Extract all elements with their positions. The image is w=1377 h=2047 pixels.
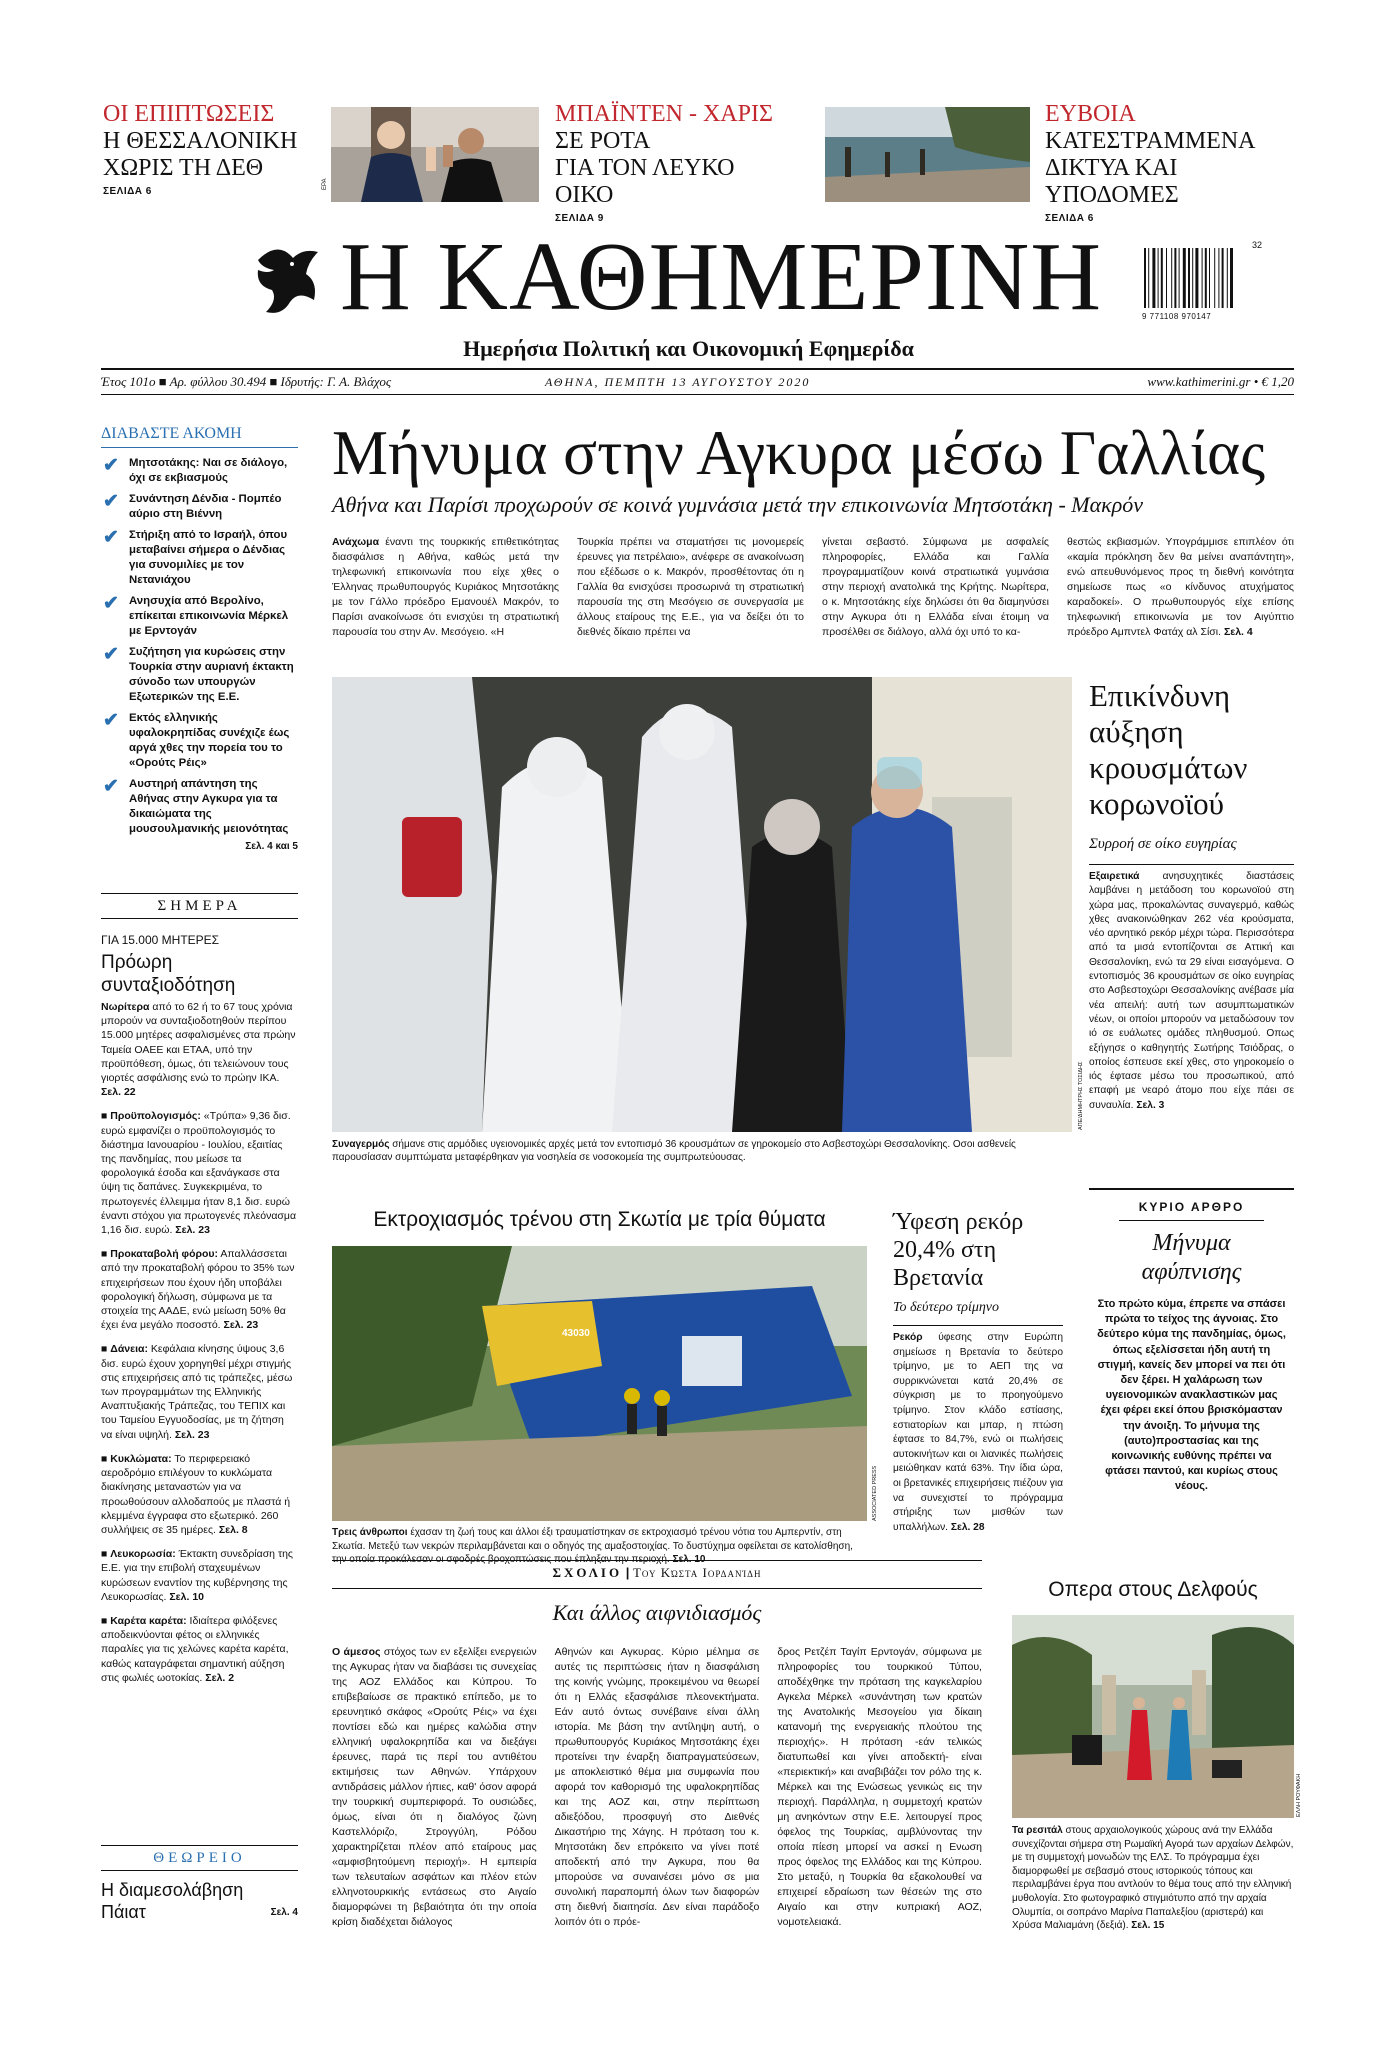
body-column: Αθηνών και Αγκυρας. Κύριο μέλημα σε αυτές τις περιπτώσεις ήταν η διασφάλιση της κοινής γνώμης, προκειμένου να θεωρεί ότι η Ελλάς εξασφάλισε πλεονεκτήματα. Εάν αυτό όντως συνέβαινε είναι άλλη ιστορία. Με βάση την αντίληψη αυτή, ο πρωθυπουργός Κυριάκος Μητσοτάκης έχει προτείνει την έναρξη διαπραγματεύσεων, με αποκλειστικό θέμα μια συμφωνία που αφορά τον καθορισμό της υφαλοκρηπίδας και της ΑΟΖ και, στην περίπτωση αδιεξόδου, προσφυγή στο Διεθνές Δικαστήριο της Χάγης. Η πρόταση του κ. Μητσοτάκη δεν επρόκειτο να γίνει ποτέ αποδεκτή από την Αγκυρα, που θα μπορούσε να συναινέσει μόνο σε μια συνολική παραπομπή όλων των διαφορών στη διεθνή διαιτησία. Δεν είναι παράδοξο λοιπόν ότι ο πρόε- bbox=[554, 1646, 760, 1928]
dateline-rule-bottom bbox=[101, 394, 1294, 395]
read-more-page: Σελ. 4 και 5 bbox=[245, 841, 298, 852]
read-more-item[interactable] bbox=[101, 711, 298, 771]
train-headline: Εκτροχιασμός τρένου στη Σκωτία με τρία θύματα bbox=[373, 1208, 826, 1231]
teaser-title-line2: ΔΙΚΤΥΑ ΚΑΙ ΥΠΟΔΟΜΕΣ bbox=[1045, 155, 1179, 208]
bullet-lead: Προϋπολογισμός: bbox=[110, 1110, 201, 1123]
news-bullet[interactable] bbox=[101, 1342, 298, 1441]
bullet-lead: Λευκορωσία: bbox=[110, 1548, 176, 1561]
covid-body: Εξαιρετικά ανησυχητικές διαστάσεις λαμβάνει η μετάδοση του κορωνοϊού στη χώρα μας, προκαλώντας συναγερμό, καθώς χθες ανακοινώθηκαν 262 νέα κρούσματα, νέο αρνητικό ρεκόρ μέχρι τώρα. Περισσότερα από τα μισά εντοπίζονται σε Αττική και Θεσσαλονίκη, ενώ τα 29 είναι εισαγόμενα. Ο εντοπισμός 36 κρουσμάτων σε οίκο ευγηρίας στο Ασβεστοχώρι Θεσσαλονίκης ανέβασε μία νέα απειλή: αυτή των ασυμπτωματικών νέων, οι οποίοι μπορούν να μεταδώσουν τον ιό σε ευάλωτες ομάδες πληθυσμού. Οπως εξήγησε ο καθηγητής Σωτήρης Τσιόδρας, ο οποίος έσπευσε εκεί χθες, στο γηροκομείο ο ιός έφτασε μέσω του προσωπικού, από επαφή με νεαρό άτομο που είχε πάει σε συναυλία. Σελ. 3 bbox=[1089, 871, 1294, 1111]
covid-photo[interactable] bbox=[332, 677, 1072, 1132]
read-more-item-text: Συζήτηση για κυρώσεις στην Τουρκία στην αυριανή έκτακτη σύνοδο των υπουργών Εξωτερικών της Ε.Ε. bbox=[129, 646, 294, 703]
lead-deck: Αθήνα και Παρίσι προχωρούν σε κοινά γυμνάσια μετά την επικοινωνία Μητσοτάκη - Μακρόν bbox=[332, 492, 1144, 517]
bullet-icon: ■ bbox=[101, 1110, 111, 1123]
bullet-page: Σελ. 2 bbox=[205, 1671, 235, 1684]
teaser-biden-harris[interactable] bbox=[555, 101, 785, 224]
comment-header: ΣΧΟΛΙΟ | Του Κώστα Ιορδανίδη bbox=[552, 1565, 762, 1580]
teaser-kicker: ΜΠΑΪΝΤΕΝ - ΧΑΡΙΣ bbox=[555, 101, 773, 127]
teaser-photo-credit: EPA bbox=[322, 178, 328, 190]
teaser-title-line2: ΓΙΑ ΤΟΝ ΛΕΥΚΟ ΟΙΚΟ bbox=[555, 155, 735, 208]
read-more-list bbox=[101, 456, 298, 837]
today-body: Νωρίτερα από το 62 ή το 67 τους χρόνια μπορούν να συνταξιοδοτηθούν περίπου 15.000 μητέρες ασφαλισμένες στα πρώην Ταμεία ΟΑΕΕ και ΕΤΑΑ, υπό την προϋπόθεση, όμως, ότι τελειώνουν τους γιορτές ασφάλισης ενώ το πρώην ΙΚΑ. Σελ. 22 bbox=[101, 1001, 296, 1099]
opera-caption: Τα ρεσιτάλ στους αρχαιολογικούς χώρους ανά την Ελλάδα συνεχίζονται σήμερα στη Ρωμαϊκή Αγορά των αρχαίων Δελφών, με τη συμμετοχή μονωδών της ΕΛΣ. Το πρόγραμμα έχει διαμορφωθεί με σεβασμό στους ιστορικούς τόπους και περιλαμβάνει έργα που αντλούν το θέμα τους από την ελληνική μυθολογία. Στο φωτογραφικό στιγμιότυπο από την αρχαία Ολυμπία, οι σοπράνο Μαρίνα Παπαλεξίου (αριστερά) και Χρύσα Μαλιαμάνη (δεξιά). Σελ. 15 bbox=[1012, 1825, 1294, 1932]
bullet-page: Σελ. 23 bbox=[223, 1319, 259, 1332]
editorial-title: Μήνυμα αφύπνισης bbox=[1141, 1230, 1242, 1285]
today-title: ΣΗΜΕΡΑ bbox=[157, 898, 242, 914]
check-icon: ✔ bbox=[103, 527, 119, 548]
read-more-item[interactable] bbox=[101, 645, 298, 705]
read-more-title: ΔΙΑΒΑΣΤΕ ΑΚΟΜΗ bbox=[101, 425, 298, 448]
bullet-icon: ■ bbox=[101, 1248, 111, 1261]
body-column: δρος Ρετζέπ Ταγίπ Ερντογάν, σύμφωνα με πληροφορίες του τουρκικού Τύπου, αποδέχθηκε την πρόταση της καγκελαρίου Αγκελα Μέρκελ «συνάντηση των κρατών της Ανατολικής Μεσογείου για δίκαιη κατανομή της ενεργειακής πλούτου της περιοχής». Η πρόταση -εάν τελικώς διατυπωθεί και γίνει αποδεκτή- είναι «περιεκτική» και αναβιβάζει τον ρόλο της κ. Μέρκελ και της Ενώσεως γενικώς εις την περιοχή. Παράλληλα, η συμμετοχή κρατών μη ανηκόντων στην Ε.Ε. λειτουργεί προς όφελος της Τουρκίας, αμβλύνοντας την οποία πίεση μπορεί να ασκεί η Ενωση προς όφελος της Ελλάδος και της Κύπρου. Στο μεταξύ, η Τουρκία θα εξακολουθεί να επιχειρεί εδραίωση των θέσεών της στο Αιγαίο και στην κυπριακή ΑΟΖ, νομοτελειακά. bbox=[777, 1646, 982, 1928]
theorio-title: ΘΕΩΡΕΙΟ bbox=[153, 1850, 246, 1866]
body-column: θεστώς εκβιασμών. Υπογράμμισε επιπλέον ότι «καμία πρόκληση δεν θα μείνει αναπάντητη», ενώ απευθυνόμενος προς τη διεθνή κοινότητα σημείωσε πως «ο κίνδυνος ατυχήματος καραδοκεί». Ο πρωθυπουργός είχε επίσης τηλεφωνική επικοινωνία με τον Αιγύπτιο πρόεδρο Αμπντελ Φατάχ αλ Σίσι. Σελ. 4 bbox=[1067, 536, 1294, 638]
dateline-left: Έτος 101ο ■ Αρ. φύλλου 30.494 ■ Ιδρυτής: Γ. Α. Βλάχος bbox=[101, 374, 392, 389]
bullet-text: «Τρύπα» 9,36 δισ. ευρώ εμφανίζει ο προϋπολογισμός το διάστημα Ιανουαρίου - Ιουλίου, εξαιτίας της πανδημίας, που μείωσε τα φορολογικά έσοδα και εξανάγκασε στα ύψη τις δαπάνες. Συγκεκριμένα, το πρωτογενές έλλειμμα ήταν 8,1 δισ. ευρώ έναντι στόχου για πρωτογενές πλεόνασμα 1,16 δισ. ευρώ. bbox=[101, 1110, 297, 1237]
today-kicker: ΓΙΑ 15.000 ΜΗΤΕΡΕΣ bbox=[101, 933, 220, 947]
today-headline: Πρόωρη συνταξιοδότηση bbox=[101, 952, 236, 996]
bullet-text: Κεφάλαια κίνησης ύψους 3,6 δισ. ευρώ έχουν χορηγηθεί μέχρι στιγμής στις επιχειρήσεις από τις τράπεζες, μέσω των προγραμμάτων της Ελληνικής Αναπτυξιακής Τράπεζας, του ΤΕΠΙΧ και του Ταμείου Εγγυοδοσίας, με τη ζήτηση να είναι υψηλή. bbox=[101, 1343, 293, 1441]
check-icon: ✔ bbox=[103, 491, 119, 512]
train-photo-credit: ASSOCIATED PRESS bbox=[872, 1465, 878, 1521]
read-more-item-text: Μητσοτάκης: Ναι σε διάλογο, όχι σε εκβιασμούς bbox=[129, 457, 288, 484]
news-bullet[interactable] bbox=[101, 1614, 298, 1685]
news-bullet[interactable] bbox=[101, 1247, 298, 1332]
theorio-text: Η διαμεσολάβηση Πάιατ bbox=[101, 1880, 244, 1922]
bullet-icon: ■ bbox=[101, 1614, 111, 1627]
bullet-page: Σελ. 23 bbox=[174, 1428, 210, 1441]
bullet-lead: Προκαταβολή φόρου: bbox=[110, 1248, 219, 1261]
train-photo[interactable] bbox=[332, 1246, 867, 1521]
covid-deck: Συρροή σε οίκο ευγηρίας bbox=[1089, 836, 1237, 852]
opera-photo-credit: ΕΛΛΗ ΡΟΥΦΑΚΗ bbox=[1296, 1773, 1302, 1817]
comment-label: ΣΧΟΛΙΟ bbox=[552, 1565, 623, 1580]
body-column: γίνεται σεβαστό. Σύμφωνα με ασφαλείς πληροφορίες, Ελλάδα και Γαλλία προγραμματίζουν κοινά στρατιωτικά γυμνάσια στην περιοχή ανατολικά της Κρήτης. Νωρίτερα, ο κ. Μητσοτάκης είχε δηλώσει ότι θα διαμηνύσει στην Αγκυρα ότι η Ελλάδα είναι έτοιμη να προσέλθει σε διάλογο, αλλά όχι υπό το κα- bbox=[822, 536, 1049, 638]
covid-photo-caption: Συναγερμός σήμανε στις αρμόδιες υγειονομικές αρχές μετά τον εντοπισμό 36 κρουσμάτων σε γηροκομείο στο Ασβεστοχώρι Θεσσαλονίκης. Οσοι ασθενείς παρουσίασαν συμπτώματα μεταφέρθηκαν για νοσηλεία σε νοσοκομεία της συμπρωτεύουσας. bbox=[332, 1139, 1016, 1163]
teaser-photo-evia[interactable] bbox=[825, 107, 1030, 202]
bullet-icon: ■ bbox=[101, 1343, 111, 1356]
teaser-kicker: ΟΙ ΕΠΙΠΤΩΣΕΙΣ bbox=[103, 101, 275, 127]
train-number: 43030 bbox=[562, 1328, 590, 1339]
teaser-kicker: ΕΥΒΟΙΑ bbox=[1045, 101, 1136, 127]
body-column: Ο άμεσος στόχος των εν εξελίξει ενεργειών της Αγκυρας ήταν να διαβάσει τις συνεχείας της ΑΟΖ Ελλάδος και Κύπρου. Το επιβεβαίωσε σε πρακτικό επίπεδο, με το ερευνητικό σκάφος «Ορούτς Ρέις» να έχει ποντίσει εδώ και ημέρες καλώδια στην ελληνική υφαλοκρηπίδα και να διεξάγει έρευνες, παρά τις περί του αντιθέτου εκτιμήσεις των Αθηνών. Υπάρχουν αντιδράσεις μάλλον ήπιες, καθ' όσον αφορά την τουρκική συμπεριφορά. Το ουσιώδες, όμως, είναι ότι η διαλόγος ζώνη Καστελλόριζο, Στρογγύλη, Ρόδου χαρακτηρίζεται πλέον από εταίρους μας «αμφισβητούμενη περιοχή». Η εμπειρία των τελευταίων ασφάτων και πλέον ετών ελληνοτουρκικής εντάσεως στο Αιγαίο διαμορφώνει τη βεβαιότητα ότι την οποία κρίση διαδέχεται διάλογος bbox=[332, 1646, 537, 1928]
bullet-page: Σελ. 8 bbox=[218, 1523, 248, 1536]
bullet-lead: Κυκλώματα: bbox=[110, 1452, 172, 1465]
dateline-center: ΑΘΗΝΑ, ΠΕΜΠΤΗ 13 ΑΥΓΟΥΣΤΟΥ 2020 bbox=[545, 375, 811, 389]
comment-body bbox=[332, 1645, 982, 1945]
body-column: Ανάχωμα έναντι της τουρκικής επιθετικότητας διασφάλισε η Αθήνα, καθώς μετά την τηλεφωνική επικοινωνία που είχε χθες ο Έλληνας πρωθυπουργός Κυριάκος Μητσοτάκης με τον Γάλλο πρόεδρο Εμανουέλ Μακρόν, το Παρίσι ανακοίνωσε ότι ενισχύει τη στρατιωτική παρουσία του στην Αν. Μεσόγειο. «Η bbox=[332, 536, 559, 638]
teaser-evia[interactable] bbox=[1045, 101, 1305, 224]
bullet-page: Σελ. 10 bbox=[169, 1590, 204, 1603]
bullet-text: Έκτακτη συνεδρίαση της Ε.Ε. για την επιβολή σταχευμένων κυρώσεων εναντίον της κυβέρνησης της Λευκορωσίας. bbox=[101, 1548, 293, 1603]
dateline-right: www.kathimerini.gr • € 1,20 bbox=[1147, 374, 1294, 389]
bullet-text: Ιδιαίτερα φιλόξενες αποδεικνύονται φέτος οι ελληνικές παραλίες για τις χελώνες καρέτα καρέτα, καθώς καταγράφεται σημαντική αύξηση στις φωλιές ωοτοκίας. bbox=[101, 1614, 289, 1684]
read-more-item[interactable] bbox=[101, 492, 298, 522]
teaser-title-line1: ΚΑΤΕΣΤΡΑΜΜΕΝΑ bbox=[1045, 128, 1256, 154]
barcode bbox=[1142, 240, 1262, 335]
masthead-title: Η ΚΑΘΗΜΕΡΙΝΗ bbox=[340, 223, 1103, 331]
masthead-subtitle: Ημερήσια Πολιτική και Οικονομική Εφημερίδα bbox=[463, 336, 914, 361]
news-bullet[interactable] bbox=[101, 1109, 298, 1237]
check-icon: ✔ bbox=[103, 455, 119, 476]
bullet-icon: ■ bbox=[101, 1452, 111, 1465]
teaser-title-line1: Η ΘΕΣΣΑΛΟΝΙΚΗ bbox=[103, 128, 298, 154]
bullet-text: Απαλλάσσεται από την προκαταβολή φόρου το 35% των επιχειρήσεων που έχουν ήδη υποβάλει φορολογική δήλωση, σύμφωνα με τα στοιχεία της ΑΑΔΕ, ενώ μείωση 50% θα έχει ένα μεγάλο ποσοστό. bbox=[101, 1248, 295, 1332]
comment-title: Και άλλος αιφνιδιασμός bbox=[552, 1600, 762, 1625]
read-more-item[interactable] bbox=[101, 456, 298, 486]
read-more-box bbox=[101, 425, 298, 852]
teaser-title-line1: ΣΕ ΡΟΤΑ bbox=[555, 128, 651, 154]
theorio-page: Σελ. 4 bbox=[270, 1907, 298, 1918]
check-icon: ✔ bbox=[103, 776, 119, 797]
uk-headline: Ύφεση ρεκόρ 20,4% στη Βρετανία bbox=[893, 1209, 1024, 1291]
barcode-top: 32 bbox=[1251, 240, 1262, 250]
read-more-item[interactable] bbox=[101, 777, 298, 837]
covid-headline: Επικίνδυνη αύξηση κρουσμάτων κορωνοϊού bbox=[1089, 678, 1248, 821]
check-icon: ✔ bbox=[103, 593, 119, 614]
dateline-rule-top bbox=[101, 368, 1294, 370]
today-box bbox=[101, 893, 298, 1695]
comment-author: Του Κώστα Ιορδανίδη bbox=[632, 1565, 762, 1580]
check-icon: ✔ bbox=[103, 710, 119, 731]
uk-deck: Το δεύτερο τρίμηνο bbox=[893, 1300, 1000, 1315]
lead-body bbox=[332, 535, 1294, 638]
lead-headline: Μήνυμα στην Αγκυρα μέσω Γαλλίας bbox=[332, 418, 1266, 488]
teaser-photo-biden-harris[interactable] bbox=[331, 107, 539, 202]
read-more-item[interactable] bbox=[101, 594, 298, 639]
train-caption: Τρεις άνθρωποι έχασαν τη ζωή τους και άλλοι έξι τραυματίστηκαν σε εκτροχιασμό τρένου νότια του Αμπερντίν, στη Σκωτία. Μετεξύ των νεκρών περιλαμβάνεται και ο οδηγός της αμαξοστοιχίας. Το δυστύχημα οφείλεται σε κατολίσθηση, bbox=[332, 1527, 853, 1552]
opera-headline: Οπερα στους Δελφούς bbox=[1048, 1578, 1258, 1601]
teaser-page: ΣΕΛΙΔΑ 6 bbox=[103, 186, 152, 197]
read-more-item-text: Συνάντηση Δένδια - Πομπέο αύριο στη Βιέννη bbox=[129, 493, 282, 520]
teaser-page: ΣΕΛΙΔΑ 6 bbox=[1045, 213, 1094, 224]
read-more-item-text: Ανησυχία από Βερολίνο, επίκειται επικοινωνία Μέρκελ με Ερντογάν bbox=[129, 595, 289, 637]
griffin-logo-icon bbox=[248, 240, 328, 318]
teaser-title-line2: ΧΩΡΙΣ ΤΗ ΔΕΘ bbox=[103, 155, 264, 181]
read-more-item-text: Αυστηρή απάντηση της Αθήνας στην Αγκυρα για τα δικαιώματα της μουσουλμανικής μειονότητας bbox=[129, 778, 289, 835]
read-more-item-text: Εκτός ελληνικής υφαλοκρηπίδας συνέχιζε έως αργά χθες την πορεία του το «Ορούτς Ρέις» bbox=[129, 712, 290, 769]
editorial-box bbox=[1089, 1188, 1294, 1548]
covid-photo-credit: ΑΠΕ/ΔΗΜΗΤΡΗΣ ΤΟΣΙΔΗΣ bbox=[1078, 1061, 1084, 1130]
opera-photo[interactable] bbox=[1012, 1615, 1294, 1818]
editorial-text: Στο πρώτο κύμα, έπρεπε να σπάσει πρώτα το τείχος της άγνοιας. Στο δεύτερο κύμα της πανδημίας, όμως, όπως εξελίσσεται ήδη αυτή τη στιγμή, κανείς δεν μπορεί να πει ότι δεν ξέρει. Η χαλάρωση των υγειονομικών ανακλαστικών μας έχει φέρει εκεί όπου βρισκόμασταν την άνοιξη. Το μήνυμα της (αυτο)προστασίας και της κοινωνικής ευθύνης πρέπει να φτάσει παντού, και κυρίως στους νέους. bbox=[1097, 1298, 1286, 1493]
news-bullet[interactable] bbox=[101, 1452, 298, 1537]
news-bullet[interactable] bbox=[101, 1547, 298, 1604]
bullet-text: Το περιφερειακό αεροδρόμιο επιλέγουν το κυκλώματα διακίνησης μεταναστών για να προωθούσουν αλλοδαπούς με πλαστά ή κλεμμένα έγγραφα στο εξωτερικό. 260 συλλήψεις σε 35 ημέρες. bbox=[101, 1452, 291, 1536]
news-bullets bbox=[101, 1109, 298, 1685]
barcode-number: 9 771108 970147 bbox=[1142, 312, 1212, 321]
theorio-box bbox=[101, 1845, 298, 1922]
teaser-page: ΣΕΛΙΔΑ 9 bbox=[555, 213, 604, 224]
bullet-lead: Δάνεια: bbox=[110, 1343, 148, 1356]
read-more-item-text: Στήριξη από το Ισραήλ, όπου μεταβαίνει σήμερα ο Δένδιας για συνομιλίες με τον Νετανιάχου bbox=[129, 529, 288, 586]
check-icon: ✔ bbox=[103, 644, 119, 665]
bullet-lead: Καρέτα καρέτα: bbox=[110, 1614, 187, 1627]
teaser-dethessaloniki[interactable] bbox=[103, 101, 323, 197]
editorial-label: ΚΥΡΙΟ ΑΡΘΡΟ bbox=[1138, 1200, 1245, 1214]
bullet-icon: ■ bbox=[101, 1548, 111, 1561]
bullet-page: Σελ. 23 bbox=[175, 1224, 210, 1237]
read-more-item[interactable] bbox=[101, 528, 298, 588]
uk-body: Ρεκόρ ύφεσης στην Ευρώπη σημείωσε η Βρετανία το δεύτερο τρίμηνο, με το ΑΕΠ της να συρρικνώνεται κατά 20,4% σε σύγκριση με το προηγούμενο τρίμηνο. Στον κλάδο εστίασης, εστιατορίων και μπαρ, η πτώση έφτασε το 84,7%, ενώ οι πωλήσεις αυτοκινήτων και οι λιανικές πωλήσεις μειώθηκαν κατά 63%. Την ίδια ώρα, οι βρετανικές επιχειρήσεις πιέζουν για να συνεχιστεί το πρόγραμμα στήριξης των μισθών των υπαλλήλων. Σελ. 28 bbox=[893, 1332, 1063, 1533]
body-column: Τουρκία πρέπει να σταματήσει τις μονομερείς έρευνες για πετρέλαιο», ανέφερε σε ανακοίνωση που εξέδωσε ο κ. Μακρόν, προσθέτοντας ότι η Γαλλία θα ενισχύσει προσωρινά τη στρατιωτική παρουσία της στη Μεσόγειο σε συνεργασία με άλλους εταίρους της Ε.Ε., για να δείξει ότι το διεθνές δίκαιο πρέπει να bbox=[577, 536, 804, 638]
